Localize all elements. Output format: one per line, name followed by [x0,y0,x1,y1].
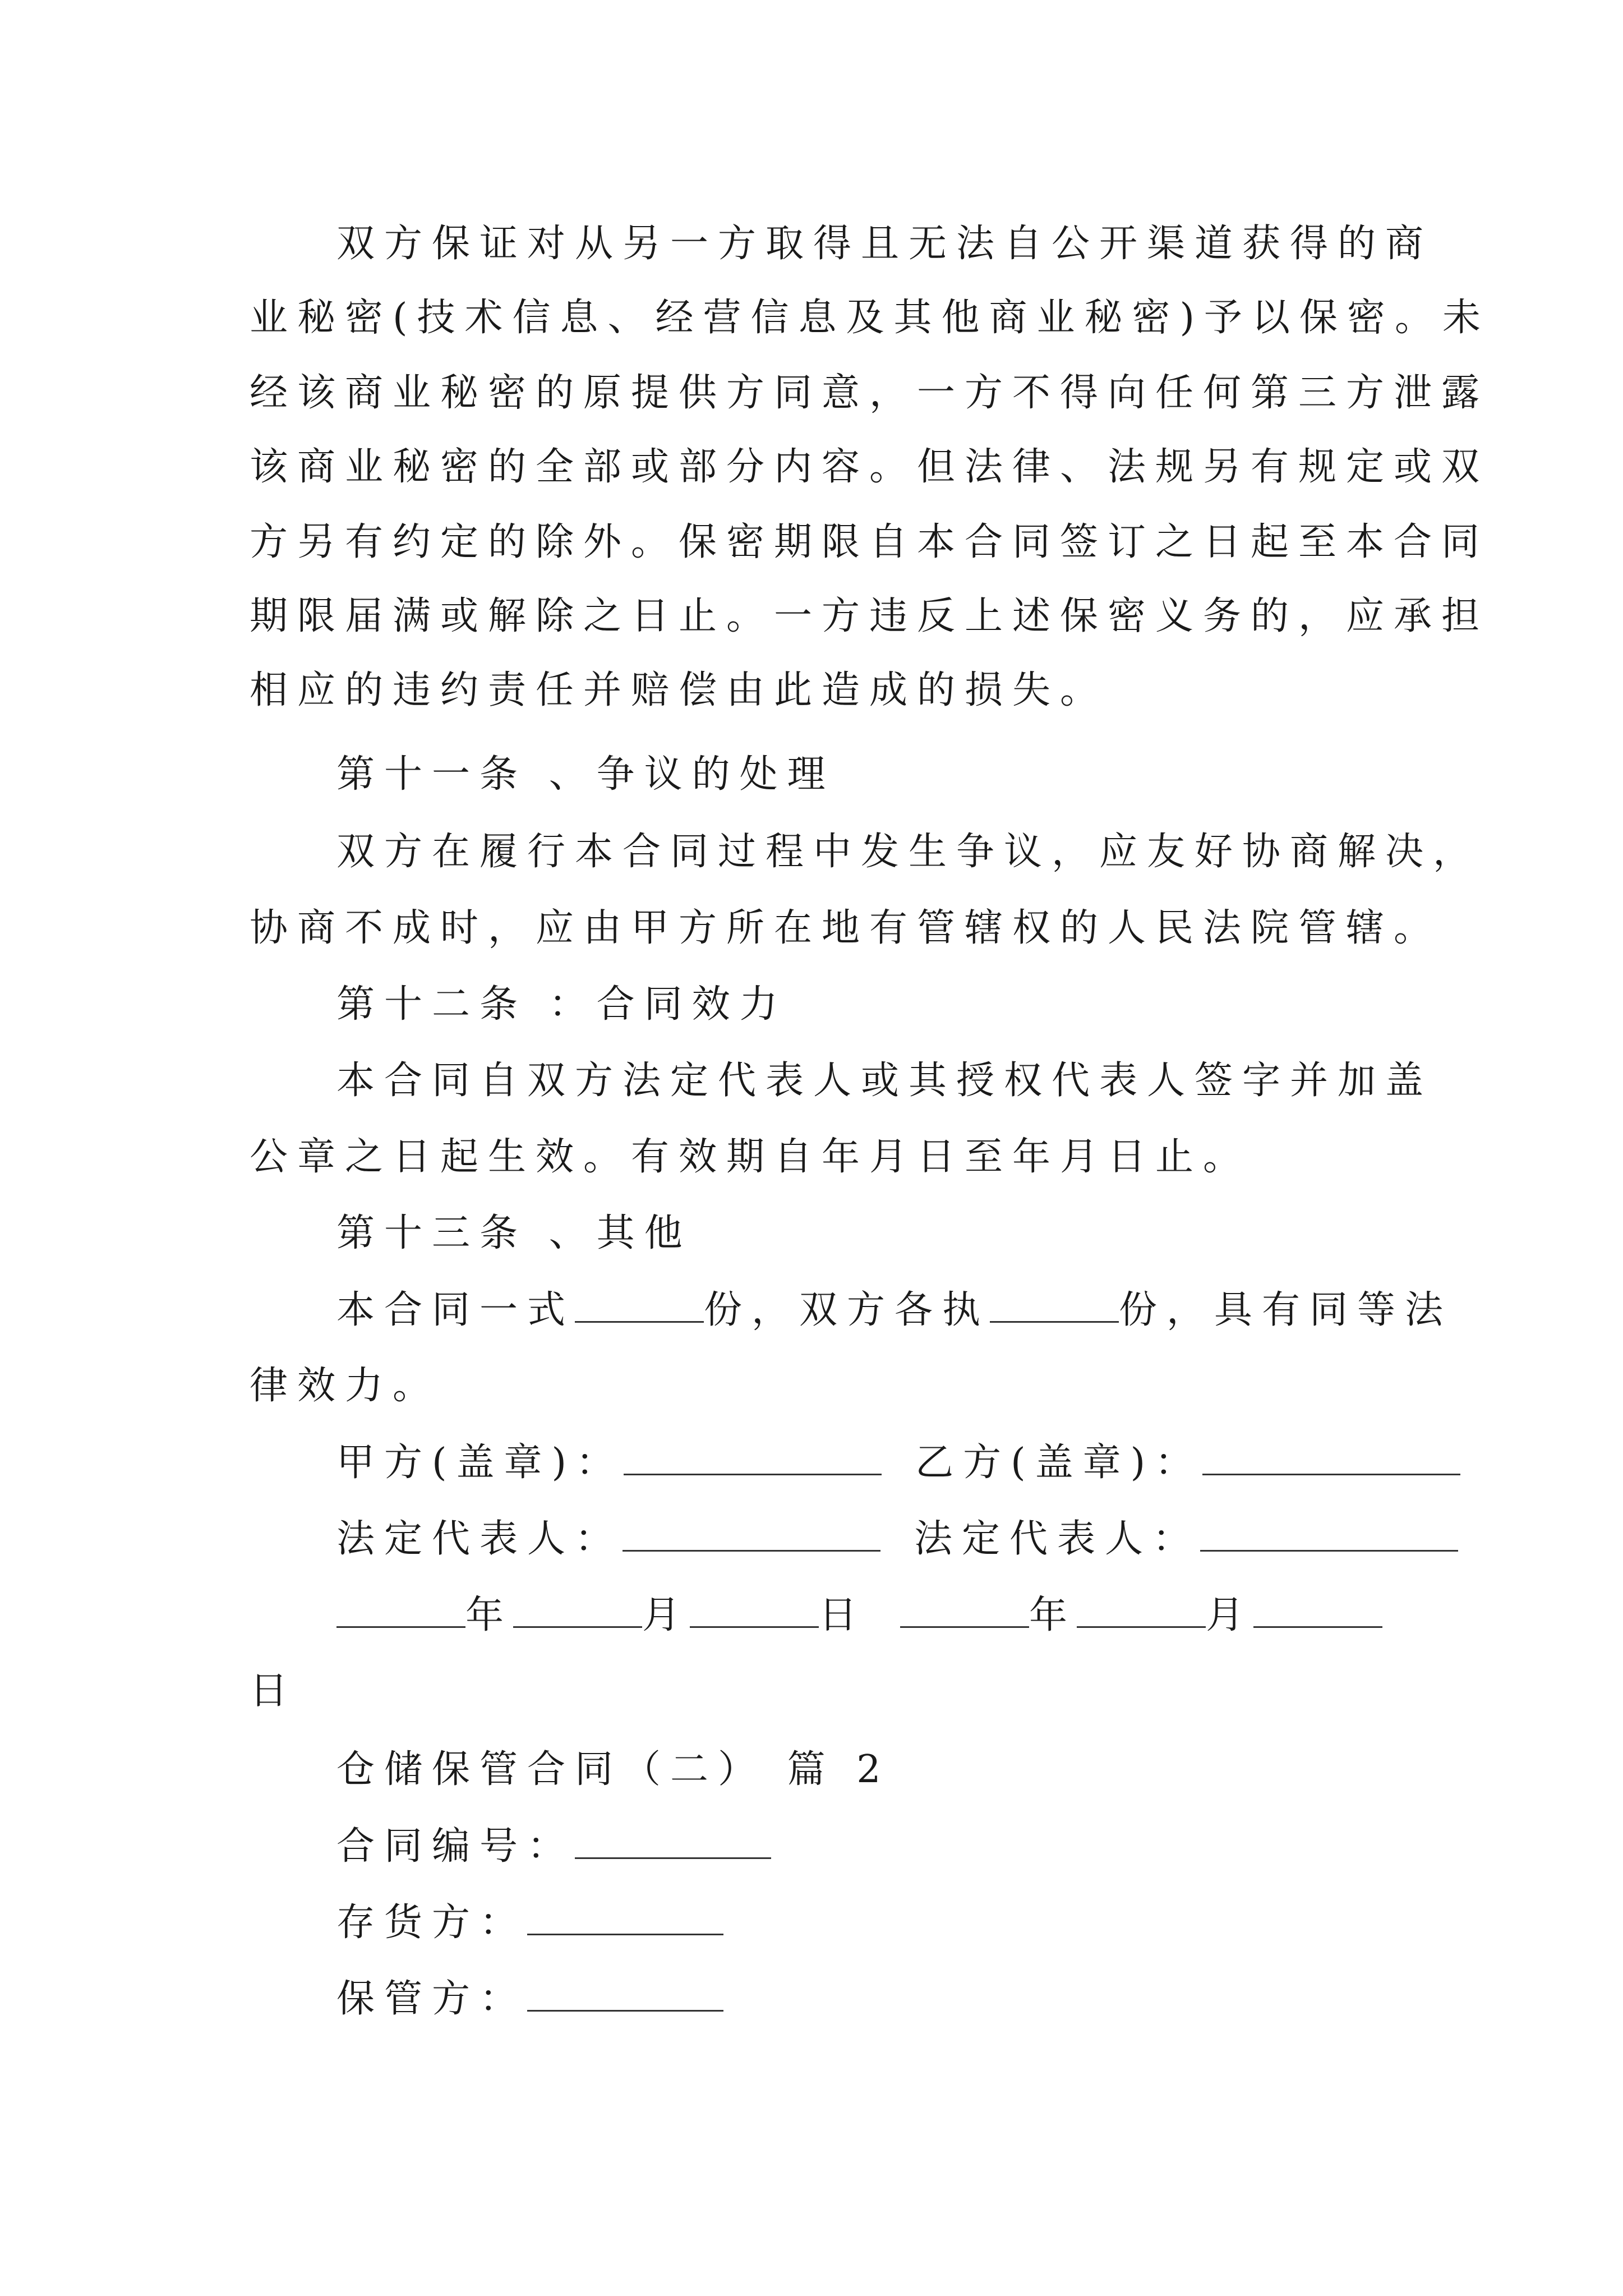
party-a-year-blank[interactable] [336,1587,465,1628]
copies-line [336,1282,1475,1338]
party-a-day-blank[interactable] [690,1587,819,1628]
year-label: 年 [1029,1593,1077,1637]
month-label: 月 [1206,1593,1254,1637]
party-b-rep-blank[interactable] [1200,1511,1458,1552]
date-line [336,1587,1475,1643]
party-a-rep-blank[interactable] [623,1511,880,1552]
depositor-label: 存货方： [336,1901,528,1945]
paragraph-line: 相应的违约责任并赔偿由此造成的损失。 [250,668,1108,712]
contract-2-title: 仓储保管合同（二） 篇 2 [336,1747,891,1792]
contract-number-blank[interactable] [575,1818,771,1859]
copies-each-blank[interactable] [990,1282,1119,1323]
party-b-rep-label: 法定代表人： [914,1517,1201,1561]
copies-count-blank[interactable] [575,1282,704,1323]
contract-number-label: 合同编号： [336,1824,575,1869]
paragraph-line: 经该商业秘密的原提供方同意，一方不得向任何第三方泄露 [250,371,1490,415]
party-a-seal-blank[interactable] [624,1434,882,1475]
article-11-heading: 第十一条 、争议的处理 [336,752,835,797]
depositor-line [336,1894,1475,1950]
day-label: 日 [819,1593,867,1637]
copies-text-b: 份，双方各执 [704,1288,990,1332]
party-b-day-blank[interactable] [1253,1587,1382,1628]
party-b-seal-label: 乙方(盖章)： [915,1441,1203,1485]
month-label: 月 [642,1593,690,1637]
day-label-wrapped: 日 [250,1669,298,1713]
party-a-seal-label: 甲方(盖章)： [336,1441,624,1485]
custodian-line [336,1971,1475,2027]
depositor-blank[interactable] [527,1894,723,1935]
paragraph-line: 该商业秘密的全部或部分内容。但法律、法规另有规定或双 [250,445,1490,489]
party-a-rep-label: 法定代表人： [336,1517,623,1561]
copies-text-a: 本合同一式 [336,1288,575,1332]
article-13-heading: 第十三条 、其他 [336,1211,692,1255]
party-b-year-blank[interactable] [900,1587,1029,1628]
paragraph-line: 期限届满或解除之日止。一方违反上述保密义务的，应承担 [250,594,1490,638]
paragraph-line: 方另有约定的除外。保密期限自本合同签订之日起至本合同 [250,520,1490,564]
seal-line [336,1434,1475,1490]
paragraph-line: 业秘密(技术信息、经营信息及其他商业秘密)予以保密。未 [250,296,1491,340]
custodian-label: 保管方： [336,1977,528,2021]
copies-text-c: 份，具有同等法 [1119,1288,1453,1332]
party-a-month-blank[interactable] [513,1587,642,1628]
custodian-blank[interactable] [527,1971,723,2012]
paragraph-line: 协商不成时，应由甲方所在地有管辖权的人民法院管辖。 [250,906,1442,950]
paragraph-line: 公章之日起生效。有效期自年月日至年月日止。 [250,1135,1251,1179]
paragraph-line: 本合同自双方法定代表人或其授权代表人签字并加盖 [336,1059,1433,1103]
party-b-seal-blank[interactable] [1202,1434,1460,1475]
contract-number-line [336,1818,1475,1874]
year-label: 年 [465,1593,514,1637]
paragraph-line: 双方保证对从另一方取得且无法自公开渠道获得的商 [336,222,1433,266]
article-12-heading: 第十二条 ：合同效力 [336,982,787,1027]
paragraph-line: 双方在履行本合同过程中发生争议，应友好协商解决， [336,830,1481,874]
party-b-month-blank[interactable] [1077,1587,1206,1628]
paragraph-line: 律效力。 [250,1364,441,1408]
representative-line [336,1511,1475,1567]
